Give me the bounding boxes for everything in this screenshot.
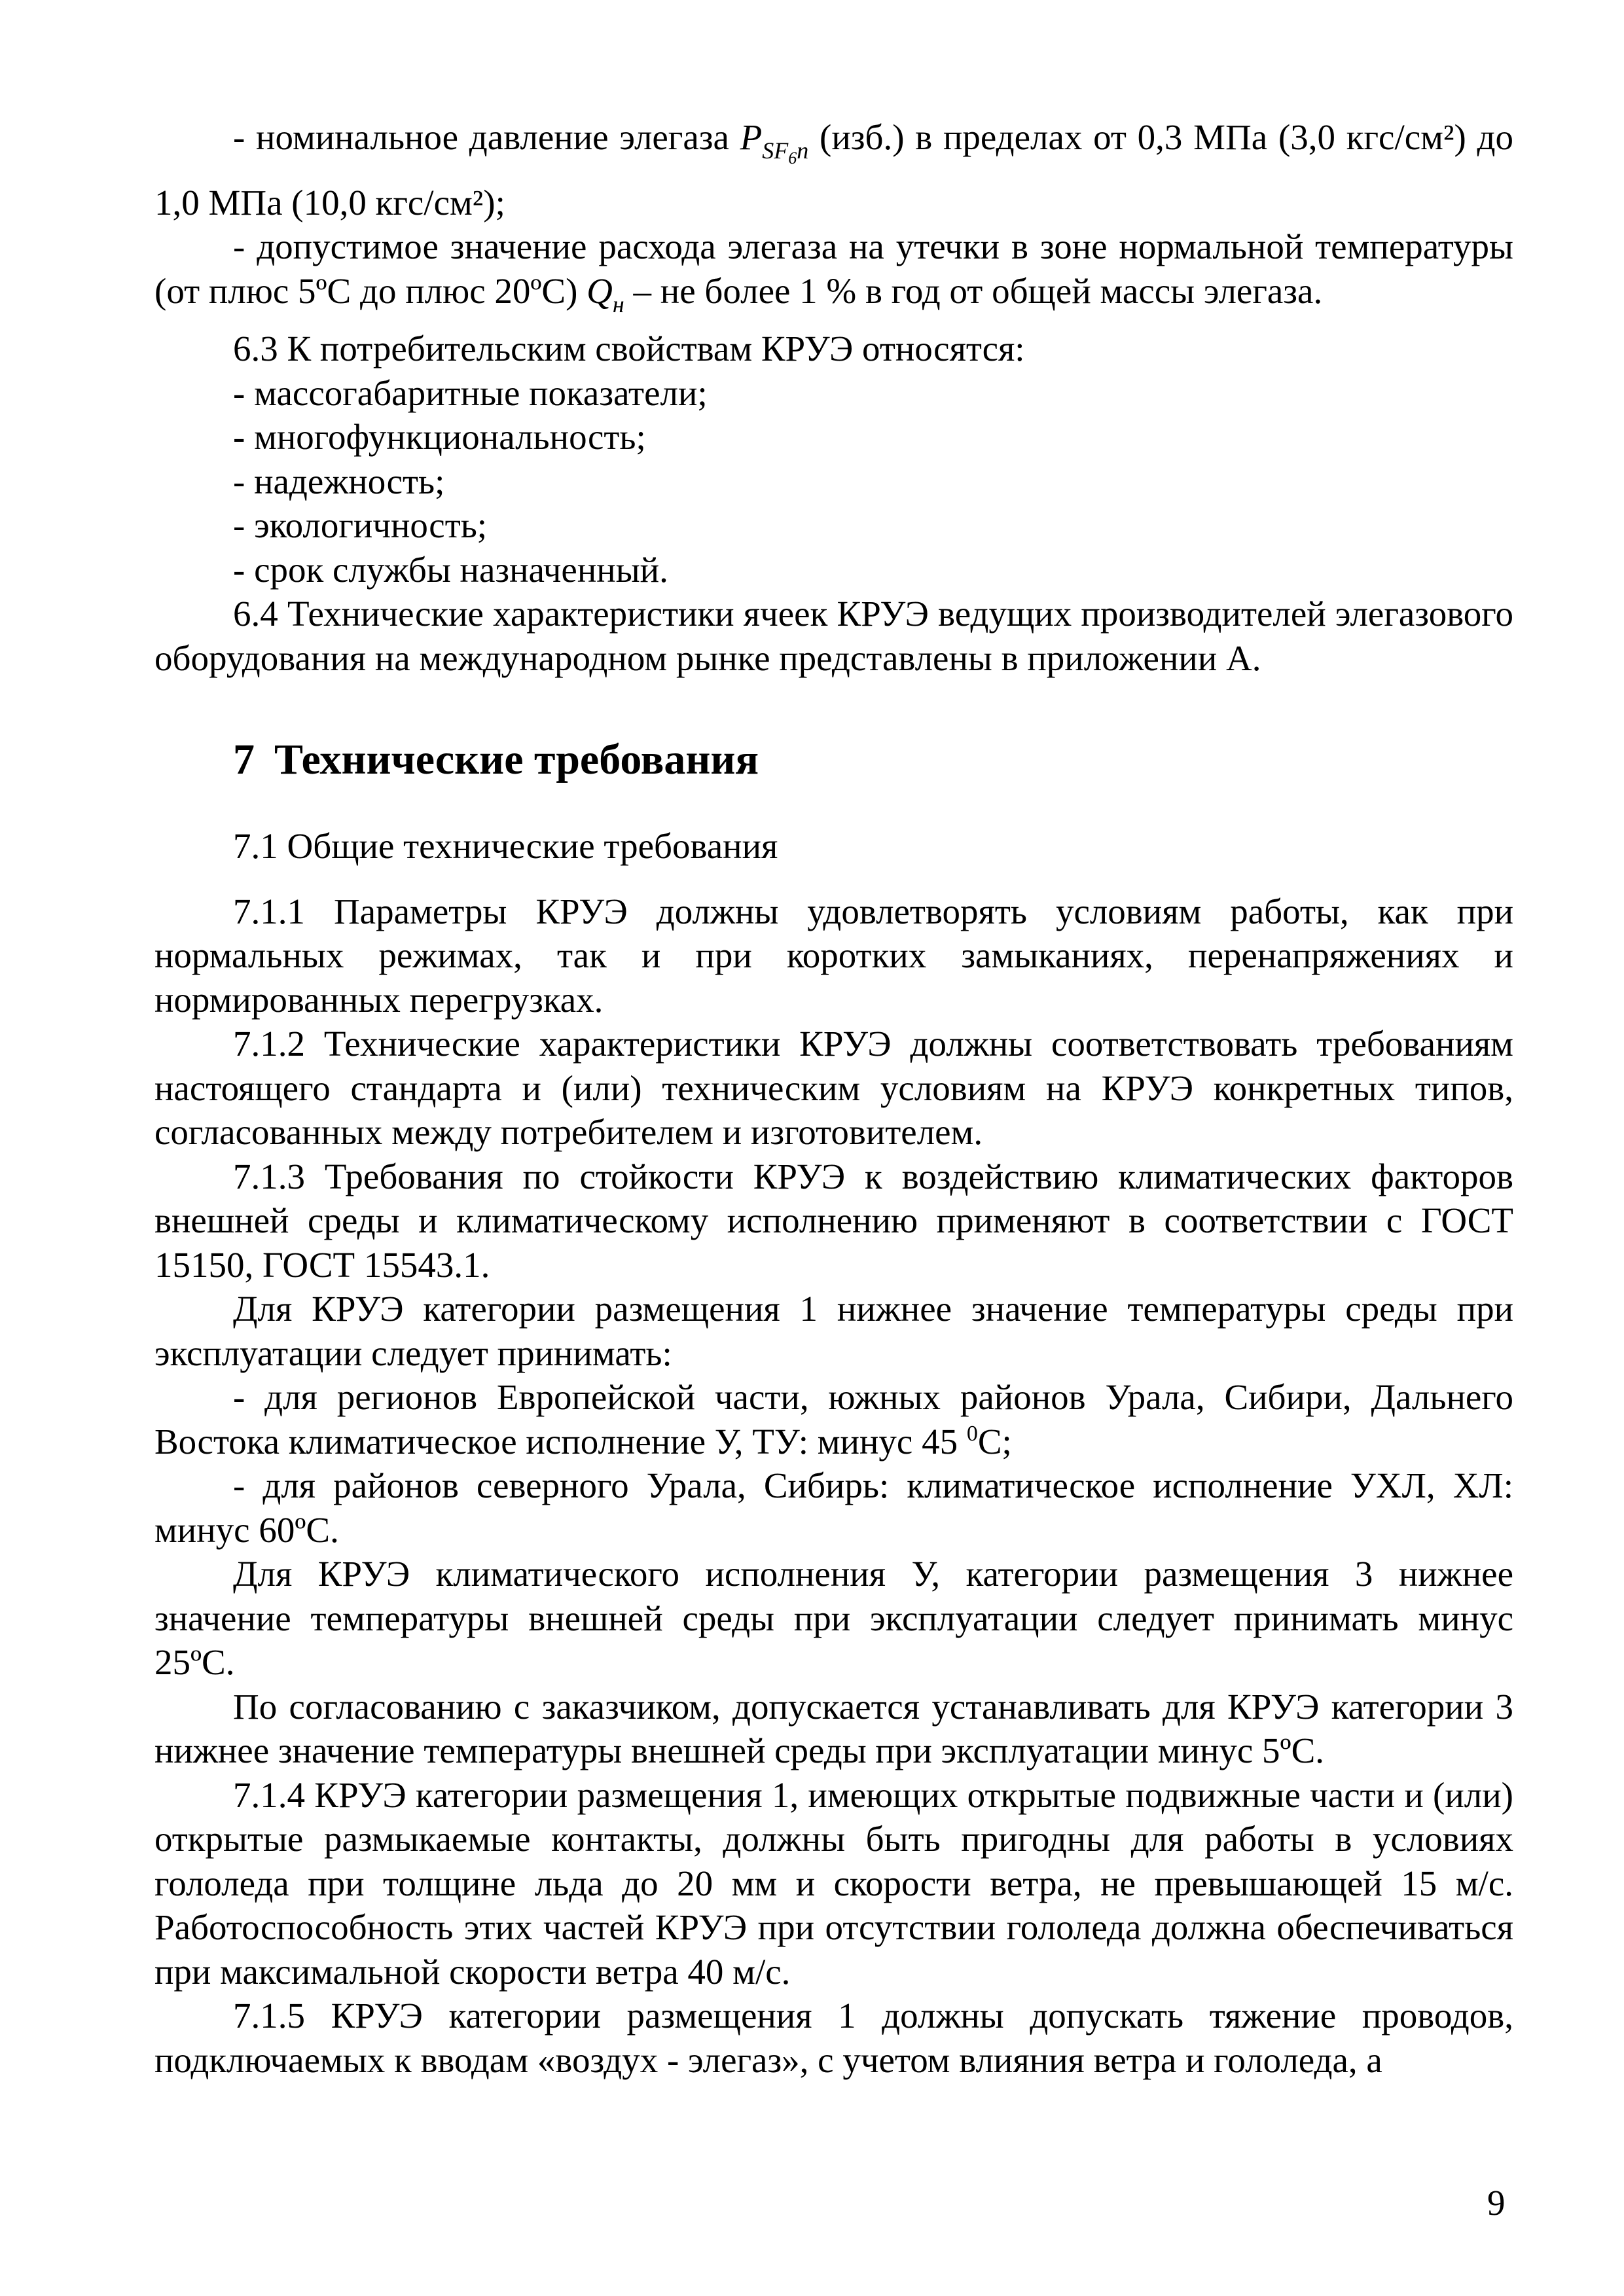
list-item: - массогабаритные показатели; bbox=[233, 372, 708, 413]
pressure-symbol bbox=[740, 117, 809, 168]
section-7-1-2: 7.1.2 Технические характеристики КРУЭ должны соответствовать требованиям настоящего стандарта и (или) техническим условиям на КРУЭ конкретных типов, согласованных между потребителем и изготовителем. bbox=[154, 1024, 1513, 1152]
symbol-sub: SF bbox=[762, 137, 789, 164]
rated-pressure-item bbox=[154, 115, 1513, 224]
region-item-2: - для районов северного Урала, Сибирь: климатическое исполнение УХЛ, ХЛ: минус 60ºС. bbox=[154, 1465, 1513, 1550]
section-7-1-3: 7.1.3 Требования по стойкости КРУЭ к воздействию климатических факторов внешней среды и климатическому исполнению применяют в соответствии с ГОСТ 15150, ГОСТ 15543.1. bbox=[154, 1156, 1513, 1285]
section-7-1-4: 7.1.4 КРУЭ категории размещения 1, имеющих открытые подвижные части и (или) открытые размыкаемые контакты, должны быть пригодны для работы в условиях гололеда при толщине льда до 20 мм и скорости ветра, не превышающей 15 м/с. Работоспособность этих частей КРУЭ при отсутствии гололеда должна обеспечиваться при максимальной скорости ветра 40 м/с. bbox=[154, 1774, 1513, 1992]
text-run: С; bbox=[977, 1421, 1012, 1462]
symbol-tail: n bbox=[797, 137, 809, 164]
section-7-1-5: 7.1.5 КРУЭ категории размещения 1 должны допускать тяжение проводов, подключаемых к вводам «воздух - элегаз», с учетом влияния ветра и гололеда, а bbox=[154, 1996, 1513, 2080]
symbol-main: P bbox=[740, 117, 763, 157]
category-1-paragraph: Для КРУЭ категории размещения 1 нижнее значение температуры среды при эксплуатации следует принимать: bbox=[154, 1289, 1513, 1373]
leak-symbol bbox=[586, 270, 624, 317]
document-page bbox=[154, 115, 1513, 2082]
symbol-sub2: 6 bbox=[788, 149, 797, 168]
subsection-7-1-heading: 7.1 Общие технические требования bbox=[233, 826, 778, 866]
region-item-1 bbox=[154, 1375, 1513, 1463]
list-item: - многофункциональность; bbox=[233, 417, 646, 457]
text-run: - для регионов Европейской части, южных районов Урала, Сибири, Дальнего Востока климатическое исполнение У, ТУ: минус 45 bbox=[154, 1377, 1513, 1462]
list-item: - срок службы назначенный. bbox=[233, 549, 668, 590]
list-item: - экологичность; bbox=[233, 505, 488, 545]
symbol-sub: н bbox=[612, 291, 624, 317]
list-item: - надежность; bbox=[233, 461, 445, 501]
text-run: - допустимое значение расхода элегаза на утечки в зоне нормальной температуры (от плюс 5ºС до плюс 20ºС) bbox=[154, 226, 1513, 311]
leak-rate-item bbox=[154, 224, 1513, 327]
degree-superscript: 0 bbox=[966, 1421, 978, 1446]
section-7-1-1: 7.1.1 Параметры КРУЭ должны удовлетворять условиям работы, как при нормальных режимах, так и при коротких замыканиях, перенапряжениях и нормированных перегрузках. bbox=[154, 891, 1513, 1020]
section-6-4: 6.4 Технические характеристики ячеек КРУЭ ведущих производителей элегазового оборудования на международном рынке представлены в приложении А. bbox=[154, 594, 1513, 678]
page-number: 9 bbox=[1487, 2183, 1506, 2223]
text-run: – не более 1 % в год от общей массы элегаза. bbox=[624, 270, 1323, 311]
text-run: (изб.) в пределах от 0,3 МПа (3,0 кгс/см²) до 1,0 МПа (10,0 кгс/см²); bbox=[154, 117, 1513, 223]
heading-title: Технические требования bbox=[274, 736, 759, 783]
text-run: - номинальное давление элегаза bbox=[233, 117, 740, 157]
symbol-main: Q bbox=[586, 270, 613, 311]
category-3-paragraph: Для КРУЭ климатического исполнения У, категории размещения 3 нижнее значение температуры внешней среды при эксплуатации следует принимать минус 25ºС. bbox=[154, 1554, 1513, 1682]
agreement-paragraph: По согласованию с заказчиком, допускается устанавливать для КРУЭ категории 3 нижнее значение температуры внешней среды при эксплуатации минус 5ºС. bbox=[154, 1686, 1513, 1770]
section-7-heading bbox=[154, 734, 1513, 786]
heading-number: 7 bbox=[233, 736, 255, 783]
section-6-3: 6.3 К потребительским свойствам КРУЭ относятся: bbox=[233, 329, 1025, 368]
